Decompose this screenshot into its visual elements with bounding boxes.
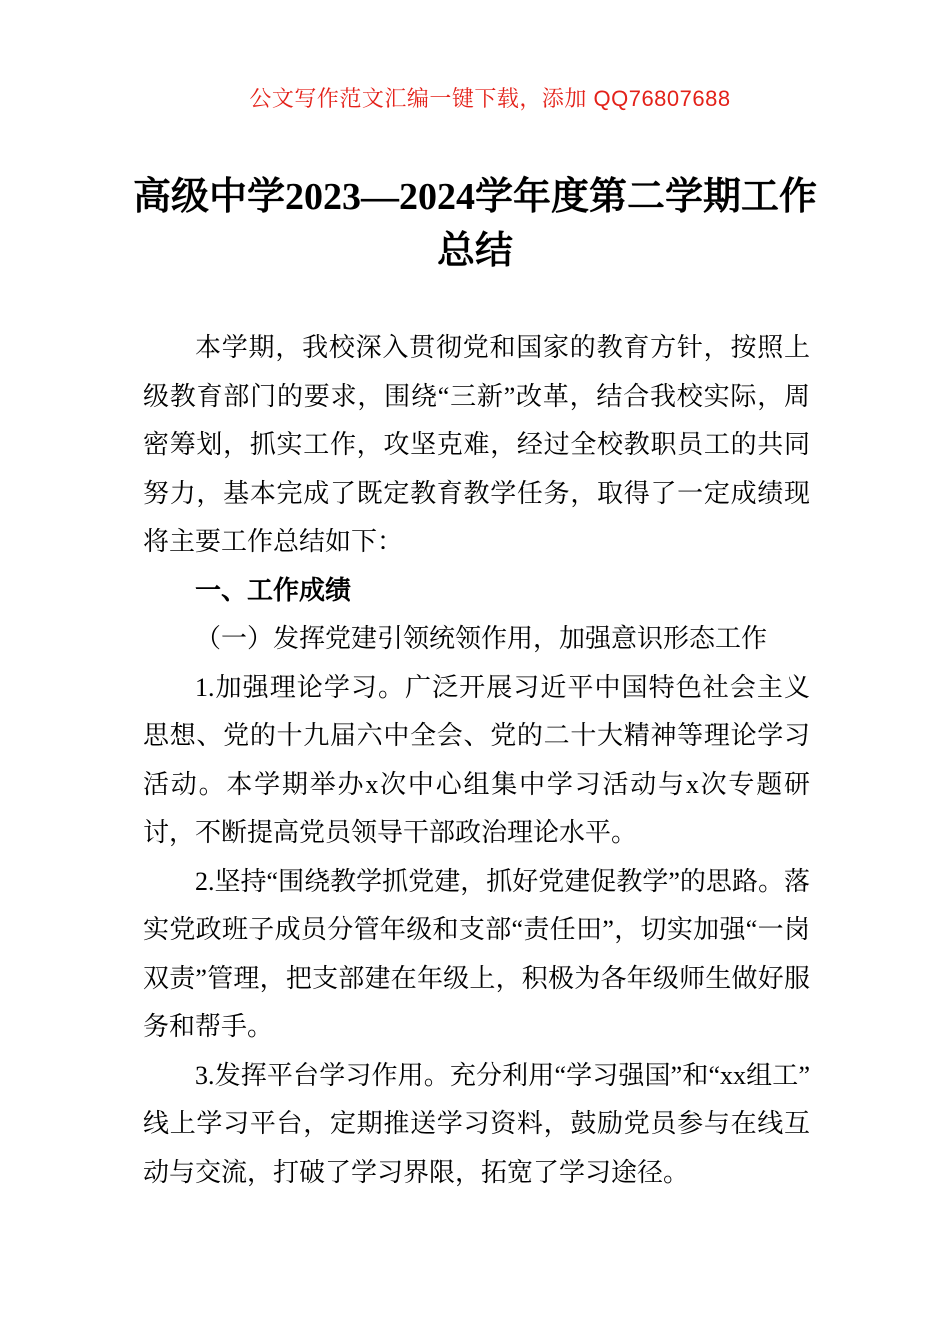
- subsection-heading-party-building: （一）发挥党建引领统领作用，加强意识形态工作: [195, 624, 768, 653]
- section-heading-work-achievements: 一、工作成绩: [195, 575, 352, 605]
- body-paragraph-party-teaching: 2.坚持“围绕教学抓党建，抓好党建促教学”的思路。落实党政班子成员分管年级和支部“责任田”，切实加强“一岗双责”管理，把支部建在年级上，积极为各年级师生做好服务和帮手。: [143, 866, 810, 1041]
- document-body: [143, 324, 810, 1197]
- promo-banner: 公文写作范文汇编一键下载，添加 QQ76807688: [249, 86, 731, 111]
- body-paragraph-platform-learning: 3.发挥平台学习作用。充分利用“学习强国”和“xx组工”线上学习平台，定期推送学习资料，鼓励党员参与在线互动与交流，打破了学习界限，拓宽了学习途径。: [143, 1060, 810, 1187]
- document-title: 高级中学2023—2024学年度第二学期工作总结: [132, 176, 817, 272]
- body-paragraph-theory-study: 1.加强理论学习。广泛开展习近平中国特色社会主义思想、党的十九届六中全会、党的二十大精神等理论学习活动。本学期举办x次中心组集中学习活动与x次专题研讨，不断提高党员领导干部政治理论水平。: [143, 672, 810, 847]
- intro-paragraph: 本学期，我校深入贯彻党和国家的教育方针，按照上级教育部门的要求，围绕“三新”改革，结合我校实际，周密筹划，抓实工作，攻坚克难，经过全校教职员工的共同努力，基本完成了既定教育教学任务，取得了一定成绩现将主要工作总结如下：: [143, 333, 810, 556]
